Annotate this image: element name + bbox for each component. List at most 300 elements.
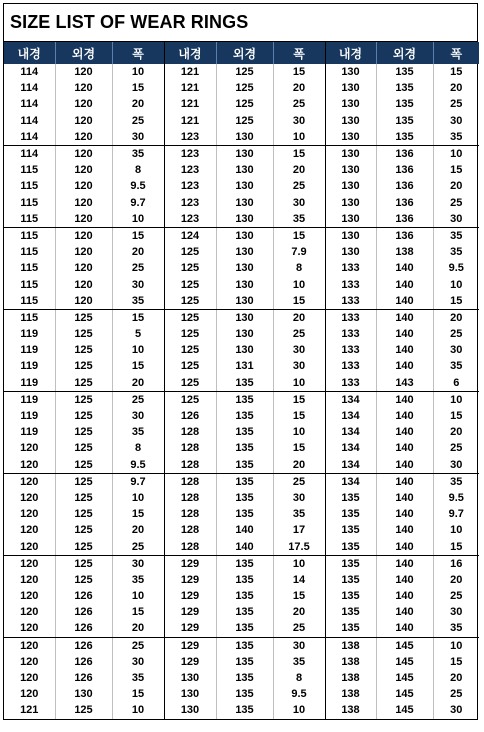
- cell-inner-diameter: 123: [164, 178, 216, 194]
- cell-outer-diameter: 135: [376, 96, 433, 112]
- cell-outer-diameter: 120: [55, 80, 112, 96]
- cell-outer-diameter: 135: [216, 555, 273, 572]
- cell-inner-diameter: 128: [164, 538, 216, 555]
- cell-width: 10: [433, 391, 479, 408]
- cell-inner-diameter: 128: [164, 457, 216, 474]
- cell-inner-diameter: 120: [4, 457, 55, 474]
- cell-outer-diameter: 140: [376, 457, 433, 474]
- cell-outer-diameter: 136: [376, 211, 433, 228]
- cell-width: 25: [112, 113, 164, 129]
- cell-inner-diameter: 119: [20, 344, 39, 357]
- cell-inner-diameter: 128: [164, 440, 216, 456]
- cell-outer-diameter: 126: [55, 588, 112, 604]
- cell-inner-diameter: 133: [325, 375, 376, 392]
- cell-outer-diameter: 120: [55, 178, 112, 194]
- cell-width: 8: [273, 670, 325, 686]
- cell-inner-diameter: 121: [20, 704, 39, 717]
- cell-outer-diameter: 130: [216, 309, 273, 326]
- header-row: [4, 42, 479, 64]
- cell-width: 30: [112, 276, 164, 292]
- cell-width: 20: [433, 178, 479, 194]
- cell-inner-diameter: 138: [325, 702, 376, 718]
- cell-width: 20: [112, 375, 164, 392]
- cell-width: 35: [433, 620, 479, 637]
- cell-outer-diameter: 120: [55, 195, 112, 211]
- table-row: [4, 637, 479, 654]
- cell-outer-diameter: 135: [216, 588, 273, 604]
- table-row: [4, 408, 479, 424]
- cell-width: 8: [112, 440, 164, 456]
- cell-outer-diameter: 130: [216, 129, 273, 146]
- cell-width: 20: [112, 96, 164, 112]
- cell-width: 15: [433, 293, 479, 310]
- cell-outer-diameter: 140: [376, 309, 433, 326]
- cell-outer-diameter: 140: [376, 522, 433, 538]
- cell-inner-diameter: 128: [164, 506, 216, 522]
- cell-width: 10: [112, 64, 164, 80]
- cell-inner-diameter: 129: [164, 604, 216, 620]
- cell-width: 35: [112, 293, 164, 310]
- cell-outer-diameter: 130: [55, 686, 112, 702]
- cell-width: 35: [433, 244, 479, 260]
- cell-width: 25: [112, 538, 164, 555]
- cell-outer-diameter: 126: [55, 620, 112, 637]
- cell-width: 30: [112, 555, 164, 572]
- cell-outer-diameter: 125: [55, 326, 112, 342]
- cell-width: 25: [433, 326, 479, 342]
- cell-outer-diameter: 135: [216, 490, 273, 506]
- cell-inner-diameter: 130: [325, 162, 376, 178]
- cell-outer-diameter: 143: [376, 375, 433, 392]
- cell-width: 10: [433, 145, 479, 162]
- cell-width: 30: [433, 113, 479, 129]
- table-row: [4, 702, 479, 718]
- cell-width: 20: [433, 424, 479, 440]
- cell-width: 10: [112, 702, 164, 718]
- cell-width: 10: [433, 522, 479, 538]
- cell-inner-diameter: 135: [325, 572, 376, 588]
- cell-outer-diameter: 130: [216, 260, 273, 276]
- cell-width: 15: [273, 440, 325, 456]
- cell-inner-diameter: 125: [164, 342, 216, 358]
- cell-width: 20: [112, 244, 164, 260]
- cell-inner-diameter: 115: [20, 262, 39, 275]
- cell-inner-diameter: 115: [20, 164, 39, 177]
- cell-outer-diameter: 140: [216, 538, 273, 555]
- cell-inner-diameter: 130: [325, 64, 376, 80]
- cell-outer-diameter: 140: [376, 326, 433, 342]
- cell-width: 15: [273, 408, 325, 424]
- cell-outer-diameter: 131: [216, 358, 273, 374]
- cell-width: 35: [433, 227, 479, 244]
- cell-inner-diameter: 114: [20, 66, 39, 79]
- cell-outer-diameter: 125: [55, 473, 112, 490]
- cell-width: 30: [273, 637, 325, 654]
- table-row: [4, 424, 479, 440]
- header-inner-diameter: 내경: [164, 42, 216, 64]
- cell-inner-diameter: 128: [164, 490, 216, 506]
- cell-width: 7.9: [273, 244, 325, 260]
- cell-outer-diameter: 136: [376, 162, 433, 178]
- table-body: [4, 64, 479, 719]
- cell-inner-diameter: 123: [164, 145, 216, 162]
- cell-outer-diameter: 126: [55, 654, 112, 670]
- table-row: [4, 162, 479, 178]
- cell-inner-diameter: 125: [164, 276, 216, 292]
- cell-inner-diameter: 125: [164, 244, 216, 260]
- cell-width: 15: [273, 293, 325, 310]
- cell-inner-diameter: 130: [325, 244, 376, 260]
- cell-width: 10: [273, 555, 325, 572]
- header-inner-diameter: 내경: [325, 42, 376, 64]
- cell-inner-diameter: 129: [164, 637, 216, 654]
- cell-outer-diameter: 126: [55, 670, 112, 686]
- cell-inner-diameter: 120: [20, 655, 39, 668]
- cell-inner-diameter: 115: [20, 246, 39, 259]
- cell-width: 25: [273, 96, 325, 112]
- cell-outer-diameter: 140: [376, 391, 433, 408]
- cell-outer-diameter: 140: [376, 260, 433, 276]
- cell-inner-diameter: 130: [325, 211, 376, 228]
- cell-width: 20: [273, 309, 325, 326]
- cell-inner-diameter: 120: [20, 573, 39, 586]
- cell-outer-diameter: 125: [55, 538, 112, 555]
- cell-width: 20: [433, 670, 479, 686]
- cell-width: 20: [112, 522, 164, 538]
- cell-inner-diameter: 138: [325, 686, 376, 702]
- cell-inner-diameter: 120: [20, 606, 39, 619]
- cell-outer-diameter: 130: [216, 276, 273, 292]
- cell-outer-diameter: 136: [376, 178, 433, 194]
- cell-width: 25: [433, 686, 479, 702]
- cell-outer-diameter: 145: [376, 686, 433, 702]
- cell-width: 15: [112, 358, 164, 374]
- cell-width: 10: [273, 424, 325, 440]
- cell-width: 35: [112, 670, 164, 686]
- cell-width: 30: [273, 195, 325, 211]
- cell-outer-diameter: 125: [55, 391, 112, 408]
- cell-width: 6: [433, 375, 479, 392]
- table-row: [4, 129, 479, 146]
- cell-inner-diameter: 128: [164, 522, 216, 538]
- cell-outer-diameter: 140: [376, 620, 433, 637]
- cell-width: 35: [273, 506, 325, 522]
- cell-width: 30: [273, 358, 325, 374]
- table-row: [4, 64, 479, 80]
- cell-outer-diameter: 130: [216, 195, 273, 211]
- cell-width: 9.5: [273, 686, 325, 702]
- cell-width: 35: [112, 424, 164, 440]
- cell-inner-diameter: 114: [20, 82, 39, 95]
- cell-width: 10: [112, 211, 164, 228]
- cell-width: 20: [112, 620, 164, 637]
- cell-outer-diameter: 145: [376, 654, 433, 670]
- table-row: [4, 375, 479, 392]
- cell-inner-diameter: 121: [164, 64, 216, 80]
- cell-inner-diameter: 128: [164, 424, 216, 440]
- cell-inner-diameter: 125: [164, 260, 216, 276]
- cell-inner-diameter: 130: [325, 195, 376, 211]
- cell-outer-diameter: 125: [216, 96, 273, 112]
- cell-width: 30: [112, 129, 164, 146]
- cell-width: 20: [273, 80, 325, 96]
- cell-inner-diameter: 130: [325, 227, 376, 244]
- cell-outer-diameter: 135: [376, 113, 433, 129]
- cell-width: 35: [273, 211, 325, 228]
- table-row: [4, 178, 479, 194]
- title-bar: [4, 4, 477, 42]
- cell-outer-diameter: 120: [55, 64, 112, 80]
- cell-outer-diameter: 140: [376, 408, 433, 424]
- cell-outer-diameter: 135: [216, 572, 273, 588]
- cell-width: 15: [273, 227, 325, 244]
- cell-outer-diameter: 140: [376, 506, 433, 522]
- cell-outer-diameter: 125: [55, 522, 112, 538]
- table-row: [4, 145, 479, 162]
- cell-width: 10: [112, 490, 164, 506]
- cell-inner-diameter: 120: [4, 620, 55, 637]
- cell-outer-diameter: 130: [216, 162, 273, 178]
- table-row: [4, 588, 479, 604]
- cell-outer-diameter: 135: [216, 391, 273, 408]
- cell-outer-diameter: 125: [216, 113, 273, 129]
- cell-width: 9.5: [433, 260, 479, 276]
- cell-inner-diameter: 133: [325, 326, 376, 342]
- cell-width: 8: [273, 260, 325, 276]
- cell-outer-diameter: 135: [376, 129, 433, 146]
- cell-inner-diameter: 134: [325, 391, 376, 408]
- cell-outer-diameter: 120: [55, 227, 112, 244]
- cell-width: 35: [433, 129, 479, 146]
- cell-inner-diameter: 135: [325, 522, 376, 538]
- table-row: [4, 342, 479, 358]
- cell-outer-diameter: 130: [216, 178, 273, 194]
- cell-width: 9.7: [112, 195, 164, 211]
- cell-width: 25: [112, 391, 164, 408]
- cell-inner-diameter: 119: [20, 360, 39, 373]
- table-row: [4, 113, 479, 129]
- cell-outer-diameter: 120: [55, 244, 112, 260]
- cell-width: 10: [112, 588, 164, 604]
- cell-inner-diameter: 135: [325, 538, 376, 555]
- cell-inner-diameter: 115: [20, 311, 39, 324]
- cell-inner-diameter: 120: [20, 688, 39, 701]
- cell-width: 16: [433, 555, 479, 572]
- table-row: [4, 654, 479, 670]
- cell-inner-diameter: 134: [325, 408, 376, 424]
- cell-outer-diameter: 135: [376, 80, 433, 96]
- cell-inner-diameter: 133: [325, 276, 376, 292]
- cell-outer-diameter: 135: [216, 654, 273, 670]
- cell-inner-diameter: 123: [164, 211, 216, 228]
- wear-ring-size-sheet: [3, 3, 478, 720]
- cell-width: 10: [433, 637, 479, 654]
- cell-outer-diameter: 125: [55, 375, 112, 392]
- table-row: [4, 358, 479, 374]
- cell-inner-diameter: 125: [164, 358, 216, 374]
- page-title: SIZE LIST OF WEAR RINGS: [10, 12, 249, 32]
- cell-inner-diameter: 135: [325, 490, 376, 506]
- cell-outer-diameter: 140: [376, 440, 433, 456]
- table-row: [4, 490, 479, 506]
- cell-inner-diameter: 134: [325, 473, 376, 490]
- table-row: [4, 227, 479, 244]
- cell-outer-diameter: 135: [216, 473, 273, 490]
- cell-outer-diameter: 125: [55, 702, 112, 718]
- header-width: 폭: [273, 42, 325, 64]
- cell-width: 15: [433, 64, 479, 80]
- cell-outer-diameter: 140: [376, 555, 433, 572]
- cell-inner-diameter: 130: [325, 113, 376, 129]
- cell-outer-diameter: 138: [376, 244, 433, 260]
- cell-inner-diameter: 115: [20, 196, 39, 209]
- cell-width: 30: [112, 408, 164, 424]
- cell-width: 8: [112, 162, 164, 178]
- cell-width: 15: [433, 538, 479, 555]
- cell-inner-diameter: 114: [20, 98, 39, 111]
- cell-inner-diameter: 133: [325, 260, 376, 276]
- cell-inner-diameter: 133: [325, 342, 376, 358]
- cell-outer-diameter: 136: [376, 195, 433, 211]
- cell-inner-diameter: 130: [325, 178, 376, 194]
- cell-width: 30: [273, 113, 325, 129]
- cell-width: 15: [273, 588, 325, 604]
- cell-outer-diameter: 125: [55, 490, 112, 506]
- cell-outer-diameter: 120: [55, 293, 112, 310]
- cell-outer-diameter: 135: [216, 620, 273, 637]
- cell-inner-diameter: 119: [20, 328, 39, 341]
- cell-width: 15: [112, 227, 164, 244]
- cell-outer-diameter: 120: [55, 276, 112, 292]
- cell-width: 25: [433, 440, 479, 456]
- cell-inner-diameter: 130: [325, 129, 376, 146]
- cell-width: 25: [433, 588, 479, 604]
- cell-inner-diameter: 135: [325, 620, 376, 637]
- cell-outer-diameter: 140: [376, 424, 433, 440]
- cell-width: 30: [433, 342, 479, 358]
- cell-outer-diameter: 120: [55, 145, 112, 162]
- size-table: [4, 42, 479, 719]
- cell-outer-diameter: 135: [216, 637, 273, 654]
- cell-inner-diameter: 135: [325, 588, 376, 604]
- cell-outer-diameter: 125: [55, 440, 112, 456]
- table-row: [4, 538, 479, 555]
- cell-width: 10: [273, 375, 325, 392]
- cell-inner-diameter: 119: [20, 393, 39, 406]
- cell-width: 20: [433, 80, 479, 96]
- cell-outer-diameter: 130: [216, 326, 273, 342]
- cell-inner-diameter: 120: [20, 491, 39, 504]
- cell-outer-diameter: 135: [376, 64, 433, 80]
- cell-width: 5: [112, 326, 164, 342]
- cell-outer-diameter: 120: [55, 96, 112, 112]
- header-width: 폭: [112, 42, 164, 64]
- cell-outer-diameter: 145: [376, 637, 433, 654]
- table-row: [4, 276, 479, 292]
- cell-inner-diameter: 120: [20, 508, 39, 521]
- cell-outer-diameter: 140: [376, 490, 433, 506]
- cell-width: 15: [112, 686, 164, 702]
- table-row: [4, 211, 479, 228]
- cell-outer-diameter: 126: [55, 604, 112, 620]
- table-row: [4, 506, 479, 522]
- cell-width: 15: [112, 604, 164, 620]
- cell-inner-diameter: 125: [164, 309, 216, 326]
- cell-inner-diameter: 115: [4, 211, 55, 228]
- table-row: [4, 686, 479, 702]
- cell-outer-diameter: 145: [376, 702, 433, 718]
- cell-inner-diameter: 121: [164, 113, 216, 129]
- table-row: [4, 293, 479, 310]
- table-row: [4, 244, 479, 260]
- cell-outer-diameter: 130: [216, 227, 273, 244]
- cell-outer-diameter: 135: [216, 440, 273, 456]
- cell-outer-diameter: 140: [376, 604, 433, 620]
- cell-inner-diameter: 129: [164, 654, 216, 670]
- cell-inner-diameter: 120: [20, 475, 39, 488]
- cell-inner-diameter: 125: [164, 375, 216, 392]
- cell-inner-diameter: 138: [325, 654, 376, 670]
- cell-width: 15: [112, 506, 164, 522]
- cell-outer-diameter: 125: [55, 424, 112, 440]
- cell-width: 30: [433, 211, 479, 228]
- cell-outer-diameter: 125: [55, 572, 112, 588]
- cell-inner-diameter: 114: [4, 129, 55, 146]
- cell-width: 25: [273, 620, 325, 637]
- cell-inner-diameter: 115: [20, 229, 39, 242]
- cell-inner-diameter: 135: [325, 604, 376, 620]
- cell-inner-diameter: 129: [164, 572, 216, 588]
- cell-outer-diameter: 140: [376, 358, 433, 374]
- cell-outer-diameter: 140: [216, 522, 273, 538]
- cell-outer-diameter: 140: [376, 276, 433, 292]
- cell-outer-diameter: 136: [376, 145, 433, 162]
- cell-inner-diameter: 134: [325, 440, 376, 456]
- cell-width: 20: [273, 457, 325, 474]
- cell-inner-diameter: 135: [325, 555, 376, 572]
- cell-width: 15: [273, 391, 325, 408]
- cell-width: 15: [433, 654, 479, 670]
- cell-outer-diameter: 140: [376, 293, 433, 310]
- cell-width: 35: [433, 473, 479, 490]
- cell-outer-diameter: 125: [55, 408, 112, 424]
- cell-inner-diameter: 130: [164, 670, 216, 686]
- table-row: [4, 195, 479, 211]
- cell-outer-diameter: 130: [216, 293, 273, 310]
- cell-inner-diameter: 119: [20, 426, 39, 439]
- cell-inner-diameter: 130: [325, 96, 376, 112]
- cell-width: 10: [273, 702, 325, 718]
- cell-width: 17.5: [273, 538, 325, 555]
- cell-inner-diameter: 121: [164, 80, 216, 96]
- cell-width: 10: [112, 342, 164, 358]
- cell-inner-diameter: 123: [164, 162, 216, 178]
- cell-inner-diameter: 138: [325, 670, 376, 686]
- cell-width: 9.7: [112, 473, 164, 490]
- cell-inner-diameter: 133: [325, 309, 376, 326]
- cell-width: 15: [112, 309, 164, 326]
- cell-inner-diameter: 121: [164, 96, 216, 112]
- cell-inner-diameter: 119: [20, 410, 39, 423]
- cell-outer-diameter: 125: [55, 309, 112, 326]
- cell-inner-diameter: 123: [164, 195, 216, 211]
- cell-inner-diameter: 134: [325, 457, 376, 474]
- cell-outer-diameter: 125: [216, 64, 273, 80]
- cell-inner-diameter: 125: [164, 391, 216, 408]
- cell-inner-diameter: 124: [164, 227, 216, 244]
- cell-width: 30: [112, 654, 164, 670]
- cell-inner-diameter: 130: [325, 80, 376, 96]
